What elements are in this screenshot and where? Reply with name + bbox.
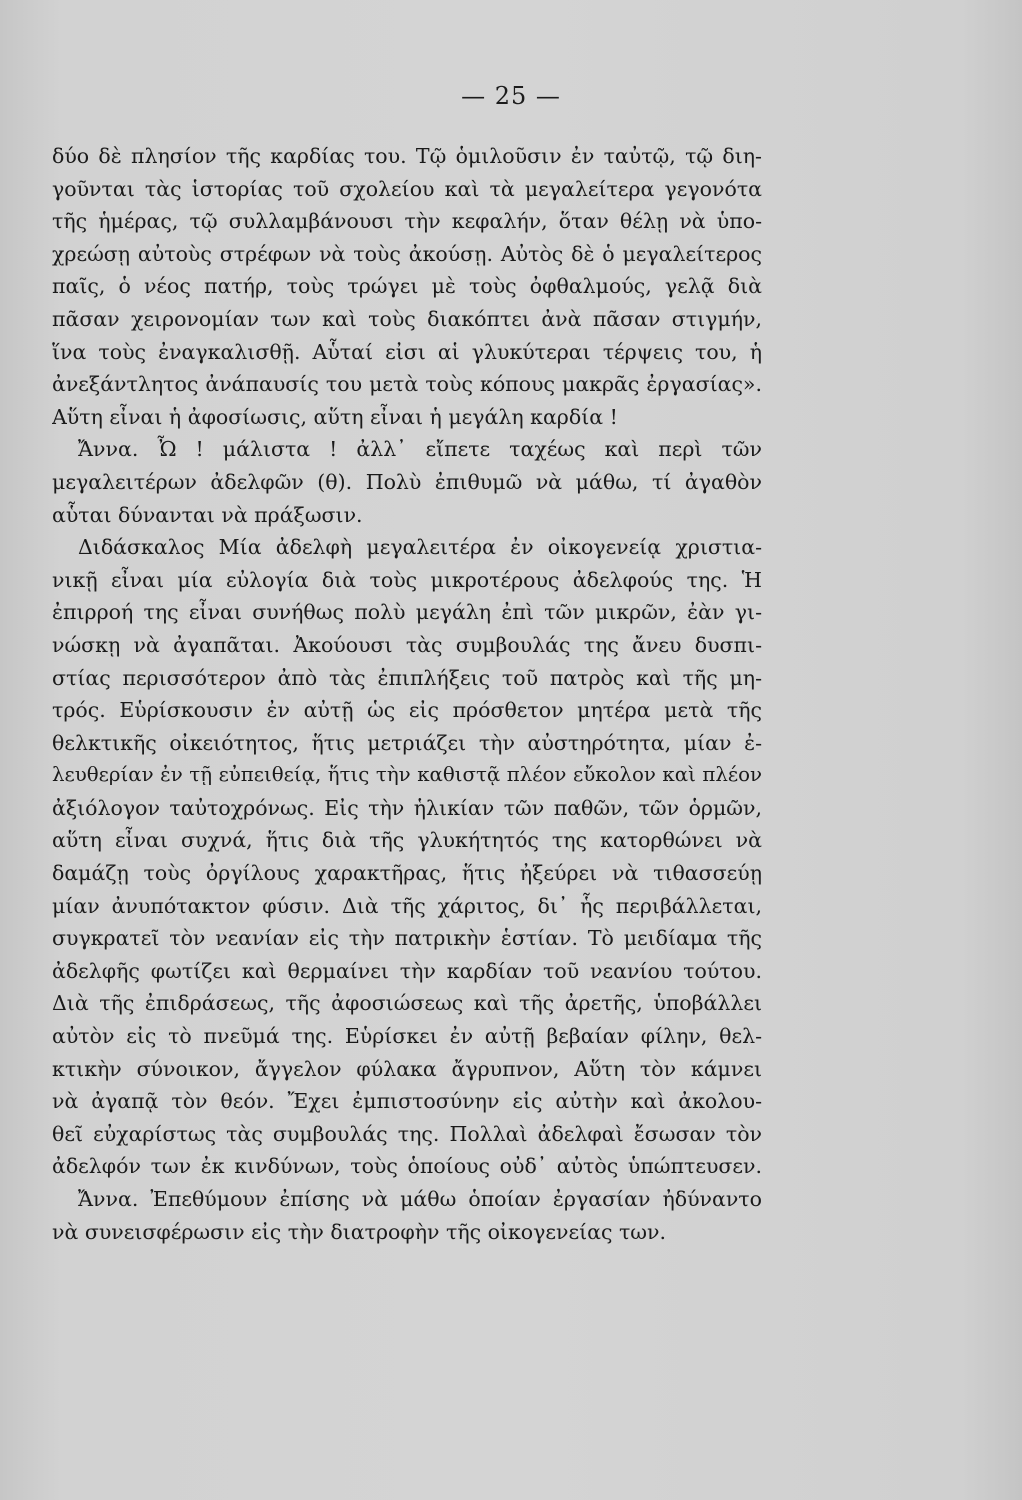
text-line: τρός. Εὑρίσκουσιν ἐν αὐτῇ ὡς εἰς πρόσθετον μητέρα μετὰ τῆς (52, 698, 762, 723)
text-line: αὕτη εἶναι συχνά, ἥτις διὰ τῆς γλυκήτητός της κατορθώνει νὰ (52, 828, 762, 853)
text-line: νὰ συνεισφέρωσιν εἰς τὴν διατροφὴν τῆς οἰκογενείας των. (52, 1219, 666, 1244)
text-line: μίαν ἀνυπότακτον φύσιν. Διὰ τῆς χάριτος, δι᾽ ἧς περιβάλλεται, (52, 893, 762, 918)
text-line: Αὕτη εἶναι ἡ ἀφοσίωσις, αὕτη εἶναι ἡ μεγάλη καρδία ! (52, 404, 618, 429)
text-line: ἀνεξάντλητος ἀνάπαυσίς του μετὰ τοὺς κόπους μακρᾶς ἐργασίας». (52, 372, 762, 397)
text-line: στίας περισσότερον ἀπὸ τὰς ἐπιπλήξεις τοῦ πατρὸς καὶ τῆς μη- (52, 665, 762, 690)
text-line: ἐπιρροή της εἶναι συνήθως πολὺ μεγάλη ἐπὶ τῶν μικρῶν, ἐὰν γι- (52, 600, 762, 625)
text-line: Ἄννα. Ἐπεθύμουν ἐπίσης νὰ μάθω ὁποίαν ἐργασίαν ἠδύναντο (78, 1187, 762, 1211)
text-line: χρεώσῃ αὐτοὺς στρέφων νὰ τοὺς ἀκούσῃ. Αὐτὸς δὲ ὁ μεγαλείτερος (52, 241, 762, 266)
text-line: παῖς, ὁ νέος πατήρ, τοὺς τρώγει μὲ τοὺς ὀφθαλμούς, γελᾷ διὰ (52, 274, 762, 299)
text-line: δαμάζῃ τοὺς ὀργίλους χαρακτῆρας, ἥτις ἠξεύρει νὰ τιθασσεύῃ (52, 861, 762, 886)
text-line: νὰ ἀγαπᾷ τὸν θεόν. Ἔχει ἐμπιστοσύνην εἰς αὐτὴν καὶ ἀκολου- (52, 1089, 762, 1114)
page-number: — 25 — (461, 82, 561, 110)
text-line: ἀδελφῆς φωτίζει καὶ θερμαίνει τὴν καρδίαν τοῦ νεανίου τούτου. (52, 958, 762, 983)
text-line: ἀδελφόν των ἐκ κινδύνων, τοὺς ὁποίους οὐδ᾽ αὐτὸς ὑπώπτευσεν. (52, 1154, 762, 1179)
text-line: αὗται δύνανται νὰ πράξωσιν. (52, 502, 363, 527)
text-line: Διὰ τῆς ἐπιδράσεως, τῆς ἀφοσιώσεως καὶ τῆς ἀρετῆς, ὑποβάλλει (52, 991, 762, 1016)
text-line: νικῇ εἶναι μία εὐλογία διὰ τοὺς μικροτέρους ἀδελφούς της. Ἡ (52, 567, 762, 592)
text-line: ἵνα τοὺς ἐναγκαλισθῇ. Αὗταί εἰσι αἱ γλυκύτεραι τέρψεις του, ἡ (52, 339, 762, 364)
text-line: ἀξιόλογον ταὐτοχρόνως. Εἰς τὴν ἡλικίαν τῶν παθῶν, τῶν ὁρμῶν, (52, 795, 762, 820)
text-line: κτικὴν σύνοικον, ἄγγελον φύλακα ἄγρυπνον, Αὕτη τὸν κάμνει (52, 1056, 762, 1081)
text-line: Ἄννα. Ὦ ! μάλιστα ! ἀλλ᾽ εἴπετε ταχέως καὶ περὶ τῶν (78, 437, 762, 462)
text-line: συγκρατεῖ τὸν νεανίαν εἰς τὴν πατρικὴν ἑστίαν. Τὸ μειδίαμα τῆς (52, 926, 762, 951)
text-line: γοῦνται τὰς ἱστορίας τοῦ σχολείου καὶ τὰ μεγαλείτερα γεγονότα (52, 176, 762, 201)
body-text (52, 140, 762, 1248)
text-line: πᾶσαν χειρονομίαν των καὶ τοὺς διακόπτει ἀνὰ πᾶσαν στιγμήν, (52, 306, 762, 331)
text-line: αὐτὸν εἰς τὸ πνεῦμά της. Εὑρίσκει ἐν αὐτῇ βεβαίαν φίλην, θελ- (52, 1024, 762, 1049)
text-line: νώσκῃ νὰ ἀγαπᾶται. Ἀκούουσι τὰς συμβουλάς της ἄνευ δυσπι- (52, 632, 762, 657)
text-line: τῆς ἡμέρας, τῷ συλλαμβάνουσι τὴν κεφαλήν, ὅταν θέλῃ νὰ ὑπο- (52, 209, 762, 234)
text-line: Διδάσκαλος Μία ἀδελφὴ μεγαλειτέρα ἐν οἰκογενείᾳ χριστια- (78, 535, 762, 560)
text-line: μεγαλειτέρων ἀδελφῶν (θ). Πολὺ ἐπιθυμῶ νὰ μάθω, τί ἀγαθὸν (52, 469, 762, 494)
text-line: θελκτικῆς οἰκειότητος, ἥτις μετριάζει τὴν αὐστηρότητα, μίαν ἐ- (52, 730, 762, 755)
text-line: δύο δὲ πλησίον τῆς καρδίας του. Τῷ ὁμιλοῦσιν ἐν ταὐτῷ, τῷ διη- (52, 144, 762, 168)
text-line: θεῖ εὐχαρίστως τὰς συμβουλάς της. Πολλαὶ ἀδελφαὶ ἔσωσαν τὸν (52, 1121, 762, 1146)
text-line: λευθερίαν ἐν τῇ εὐπειθείᾳ, ἥτις τὴν καθιστᾷ πλέον εὔκολον καὶ πλέον (52, 763, 762, 787)
